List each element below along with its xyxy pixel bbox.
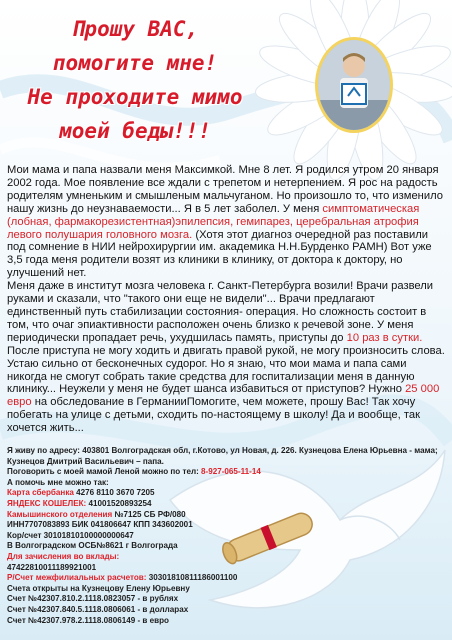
interbranch-number: 30301810811186001100	[148, 573, 238, 583]
diagnosis-text: симптоматическая (лобная, фармакорезистентная)эпилепсия, гемипарез, церебральная атрофия левого полушария головного мозга.	[7, 202, 420, 241]
story-paragraph-3: Меня даже в институт мозга человека г. Санкт-Петербурга возили! Врачи развели руками и сказали, что "такого они еще не видели"... Врачи предлагают единственный путь стабилизации состояния- операция. Но сложность состоит в том, что очаг эпиактивности расположен очень близко к речевой зоне. У меня периодически пропадает речь, ухудшилась память, приступы до	[7, 280, 434, 344]
title-line-2: помогите мне!	[52, 51, 218, 75]
help-label: А помочь мне можно так:	[7, 477, 109, 487]
interbranch-line	[7, 573, 447, 584]
deposit-number: 47422810011189921001	[7, 562, 97, 572]
sber-card-number: 4276 8110 3670 7205	[76, 488, 155, 498]
story-text	[7, 164, 447, 435]
title-line-4: моей беды!!!	[59, 119, 211, 143]
kamyshin-value: №7125 СБ РФ/080	[114, 509, 186, 519]
story-paragraph-4: После приступа не могу ходить и двигать правой рукой, не могу произносить слова. Устаю сильно от бесконечных судорог. Но я знаю, что мои мама и папа сами никогда не смогут собрать такие средства для госпитализации меня в данную клинику... Неужели у меня не будет шанса избавиться от приступов? Нужно	[7, 344, 445, 396]
contact-info	[7, 446, 447, 626]
sber-card-line	[7, 488, 447, 499]
kamyshin-line	[7, 510, 447, 521]
yandex-label: ЯНДЕКС КОШЕЛЕК:	[7, 498, 87, 508]
account-holder: Счета открыты на Кузнецову Елену Юрьевну	[7, 583, 190, 593]
kamyshin-label: Камышинского отделения	[7, 509, 113, 519]
required-amount: 25 000 евро	[7, 383, 440, 409]
title-line-3: Не проходите мимо	[27, 85, 243, 109]
story-paragraph-1: Мои мама и папа назвали меня Максимкой. Мне 8 лет. Я родился утром 20 января 2002 года. Мое появление все ждали с трепетом и нетерпением. Я рос на радость родителям умненьким и смышленым мальчуганом. Но произошло то, что изменило нашу жизнь до неузнаваемости... Я в 5 лет заболел. У меня	[7, 164, 443, 215]
title-line-1: Прошу ВАС,	[71, 17, 199, 41]
account-eur: Счет №42307.978.2.1118.0806149 - в евро	[7, 615, 169, 625]
phone-line	[7, 467, 447, 478]
boy-portrait-image	[318, 40, 390, 130]
page-title	[10, 12, 260, 148]
sber-card-label: Карта сбербанка	[7, 488, 74, 498]
seizure-frequency: 10 раз в сутки.	[346, 331, 423, 344]
story-paragraph-5: на обследование в ГерманииПомогите, чем можете, прошу Вас! Так хочу побегать на улице с детьми, сходить по-настоящему в школу! Да и вообще, так хочется жить...	[7, 396, 420, 435]
phone-number: 8-927-065-11-14	[201, 467, 261, 477]
interbranch-label: Р/Счет межфилиальных расчетов:	[7, 573, 147, 583]
deposit-label: Для зачисления во вклады:	[7, 551, 120, 561]
inn-line: ИНН7707083893 БИК 041806647 КПП 343602001	[7, 520, 193, 530]
yandex-line	[7, 499, 447, 510]
yandex-number: 41001520893254	[88, 498, 152, 508]
story-paragraph-2: (Хотя этот диагноз очередной раз поставили под сомнение в НИИ нейрохирургии им. академика Н.Н.Бурденко РАМН) Вот уже 3,5 года меня родители возят из клиники в клинику, от доктора к доктору, но улучшений нет.	[7, 228, 432, 280]
account-rub: Счет №42307.810.2.1118.0823057 - в рублях	[7, 594, 179, 604]
osb-line: В Волгоградском ОСБ№8621 г Волгограда	[7, 541, 178, 551]
child-photo	[318, 40, 390, 130]
address-text: Я живу по адресу: 403801 Волгоградская обл, г.Котово, ул Новая, д. 226. Кузнецова Елена Юрьевна - мама; Кузнецов Дмитрий Васильевич – папа.	[7, 446, 438, 466]
kor-account-line: Кор/счет 30101810100000000647	[7, 530, 134, 540]
account-usd: Счет №42307.840.5.1118.0806061 - в долларах	[7, 604, 189, 614]
phone-label: Поговорить с моей мамой Леной можно по тел:	[7, 467, 199, 477]
